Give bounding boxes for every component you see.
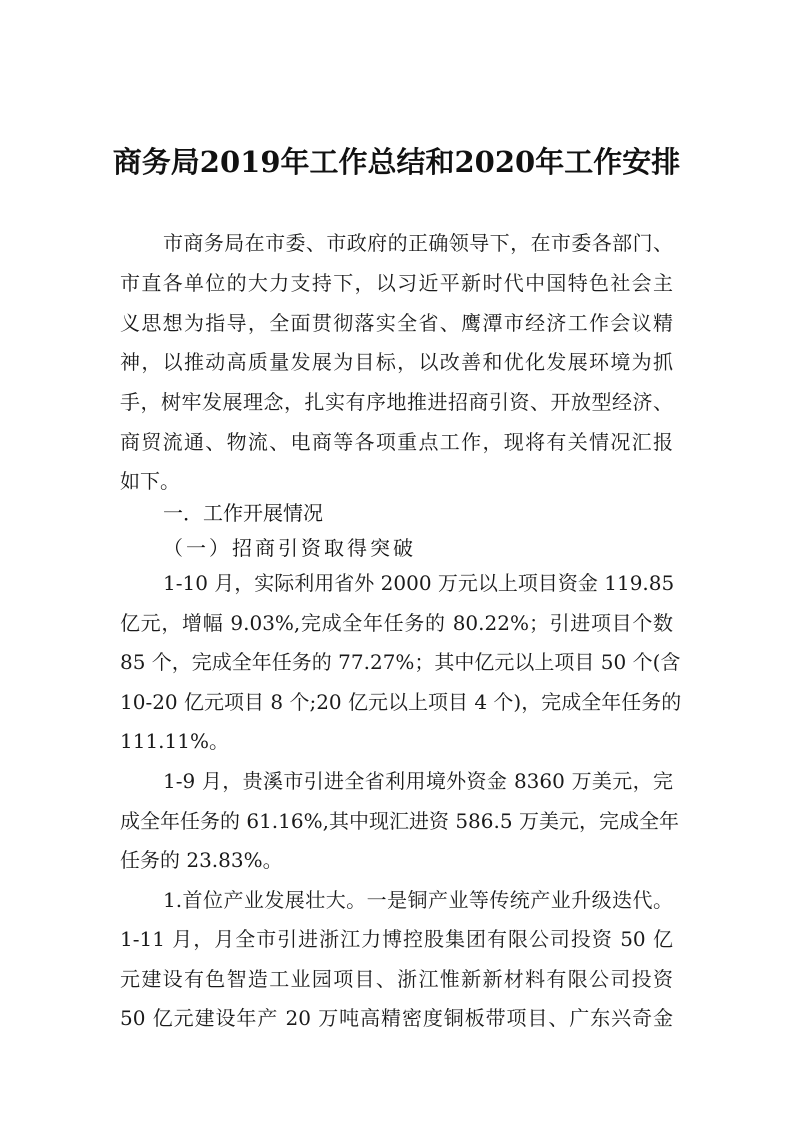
paragraph-line: 义思想为指导，全面贯彻落实全省、鹰潭市经济工作会议精 xyxy=(120,311,673,335)
paragraph-line: 85 个，完成全年任务的 77.27%；其中亿元以上项目 50 个(含 xyxy=(120,650,681,674)
document-title: 商务局2019年工作总结和2020年工作安排 xyxy=(112,145,681,179)
paragraph-line: 1-10 月，实际利用省外 2000 万元以上项目资金 119.85 xyxy=(163,571,675,595)
paragraph-line: 1-11 月，月全市引进浙江力博控股集团有限公司投资 50 亿 xyxy=(120,927,673,951)
paragraph-line: 市直各单位的大力支持下，以习近平新时代中国特色社会主 xyxy=(120,271,673,295)
paragraph-line: 如下。 xyxy=(120,469,180,493)
paragraph-line: 任务的 23.83%。 xyxy=(120,848,283,872)
paragraph-line: 50 亿元建设年产 20 万吨高精密度铜板带项目、广东兴奇金 xyxy=(120,1006,673,1030)
paragraph-line: 成全年任务的 61.16%,其中现汇进资 586.5 万美元，完成全年 xyxy=(120,809,679,833)
paragraph-line: 111.11%。 xyxy=(120,729,229,753)
paragraph-line: 1.首位产业发展壮大。一是铜产业等传统产业升级迭代。 xyxy=(163,888,673,912)
paragraph-line: 1-9 月，贵溪市引进全省利用境外资金 8360 万美元，完 xyxy=(163,769,673,793)
paragraph-line: 元建设有色智造工业园项目、浙江惟新新材料有限公司投资 xyxy=(120,967,673,991)
section-heading: 一．工作开展情况 xyxy=(163,501,323,525)
paragraph-line: 10-20 亿元项目 8 个;20 亿元以上项目 4 个)，完成全年任务的 xyxy=(120,690,682,714)
paragraph-line: 手，树牢发展理念，扎实有序地推进招商引资、开放型经济、 xyxy=(120,390,673,414)
paragraph-line: 神，以推动高质量发展为目标，以改善和优化发展环境为抓 xyxy=(120,350,673,374)
subsection-heading: （一）招商引资取得突破 xyxy=(163,536,416,560)
paragraph-line: 市商务局在市委、市政府的正确领导下，在市委各部门、 xyxy=(163,231,673,255)
paragraph-line: 商贸流通、物流、电商等各项重点工作，现将有关情况汇报 xyxy=(120,430,673,454)
paragraph-line: 亿元，增幅 9.03%,完成全年任务的 80.22%；引进项目个数 xyxy=(120,611,673,635)
